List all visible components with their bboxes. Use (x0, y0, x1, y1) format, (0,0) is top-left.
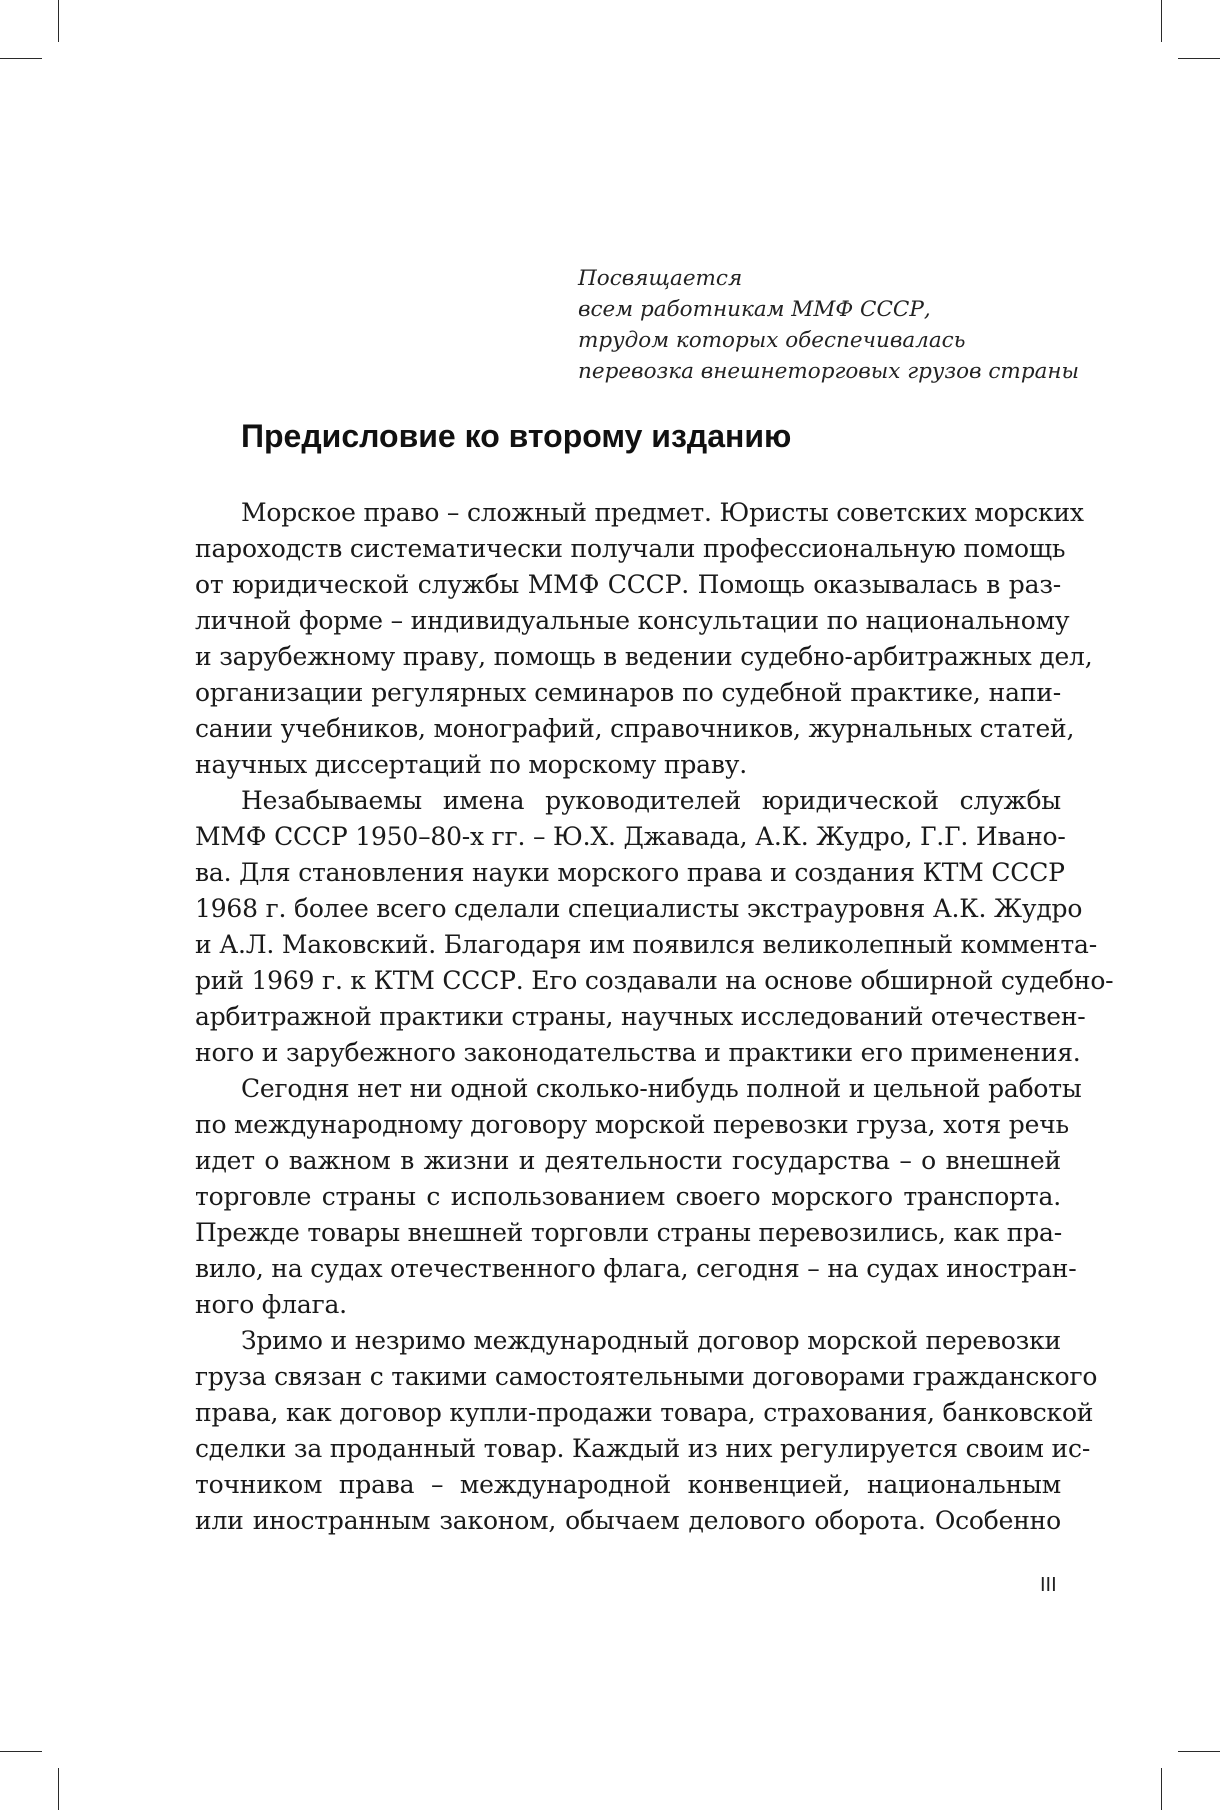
text-line: 1968 г. более всего сделали специалисты экстрауровня А.К. Жудро (195, 894, 1083, 923)
text-line: Сегодня нет ни одной сколько-нибудь полной и цельной работы (241, 1074, 1082, 1103)
text-line: сании учебников, монографий, справочников, журнальных статей, (195, 714, 1075, 743)
text-line: вило, на судах отечественного флага, сегодня – на судах иностран- (195, 1254, 1077, 1283)
paragraph-4 (195, 1323, 1098, 1539)
text-line: Морское право – сложный предмет. Юристы советских морских (241, 498, 1084, 527)
text-line: научных диссертаций по морскому праву. (195, 750, 747, 779)
text-line: Зримо и незримо международный договор морской перевозки (241, 1326, 1061, 1355)
paragraph-2 (195, 783, 1114, 1071)
dedication-line: всем работникам ММФ СССР, (578, 297, 931, 322)
paragraph-3 (195, 1071, 1082, 1323)
text-line: торговле страны с использованием своего морского транспорта. (195, 1182, 1061, 1211)
text-line: личной форме – индивидуальные консультации по национальному (195, 606, 1070, 635)
text-line: точником права – международной конвенцией, национальным (195, 1470, 1061, 1499)
paragraph-1 (195, 495, 1093, 783)
text-line: права, как договор купли-продажи товара, страхования, банковской (195, 1398, 1094, 1427)
text-line: груза связан с такими самостоятельными договорами гражданского (195, 1362, 1098, 1391)
text-line: или иностранным законом, обычаем делового оборота. Особенно (195, 1506, 1061, 1535)
crop-mark-top-right-horizontal (1178, 58, 1220, 59)
crop-mark-top-left-horizontal (0, 58, 42, 59)
dedication-line: перевозка внешнеторговых грузов страны (578, 359, 1080, 384)
crop-mark-bottom-left-horizontal (0, 1751, 42, 1752)
chapter-heading: Предисловие ко второму изданию (241, 418, 792, 454)
text-line: организации регулярных семинаров по судебной практике, напи- (195, 678, 1061, 707)
dedication-line: трудом которых обеспечивалась (578, 328, 966, 353)
text-line: ного флага. (195, 1290, 347, 1319)
text-line: от юридической службы ММФ СССР. Помощь оказывалась в раз- (195, 570, 1061, 599)
crop-mark-top-right-vertical (1161, 0, 1162, 42)
text-line: и А.Л. Маковский. Благодаря им появился великолепный коммента- (195, 930, 1097, 959)
dedication-line: Посвящается (578, 266, 743, 291)
text-line: по международному договору морской перевозки груза, хотя речь (195, 1110, 1069, 1139)
crop-mark-bottom-left-vertical (58, 1768, 59, 1810)
text-line: сделки за проданный товар. Каждый из них регулируется своим ис- (195, 1434, 1091, 1463)
body-text (195, 495, 1114, 1539)
text-line: идет о важном в жизни и деятельности государства – о внешней (195, 1146, 1061, 1175)
crop-mark-bottom-right-horizontal (1178, 1751, 1220, 1752)
page-number: III (1040, 1574, 1057, 1596)
text-line: ММФ СССР 1950–80-х гг. – Ю.Х. Джавада, А.К. Жудро, Г.Г. Ивано- (195, 822, 1066, 851)
dedication-epigraph (578, 263, 1178, 387)
text-line: арбитражной практики страны, научных исследований отечествен- (195, 1002, 1086, 1031)
text-line: пароходств систематически получали профессиональную помощь (195, 534, 1066, 563)
text-line: рий 1969 г. к КТМ СССР. Его создавали на основе обширной судебно- (195, 966, 1114, 995)
text-line: Незабываемы имена руководителей юридической службы (241, 786, 1061, 815)
crop-mark-top-left-vertical (58, 0, 59, 42)
text-line: Прежде товары внешней торговли страны перевозились, как пра- (195, 1218, 1062, 1247)
text-line: и зарубежному праву, помощь в ведении судебно-арбитражных дел, (195, 642, 1093, 671)
text-line: ного и зарубежного законодательства и практики его применения. (195, 1038, 1081, 1067)
text-line: ва. Для становления науки морского права и создания КТМ СССР (195, 858, 1065, 887)
crop-mark-bottom-right-vertical (1161, 1768, 1162, 1810)
